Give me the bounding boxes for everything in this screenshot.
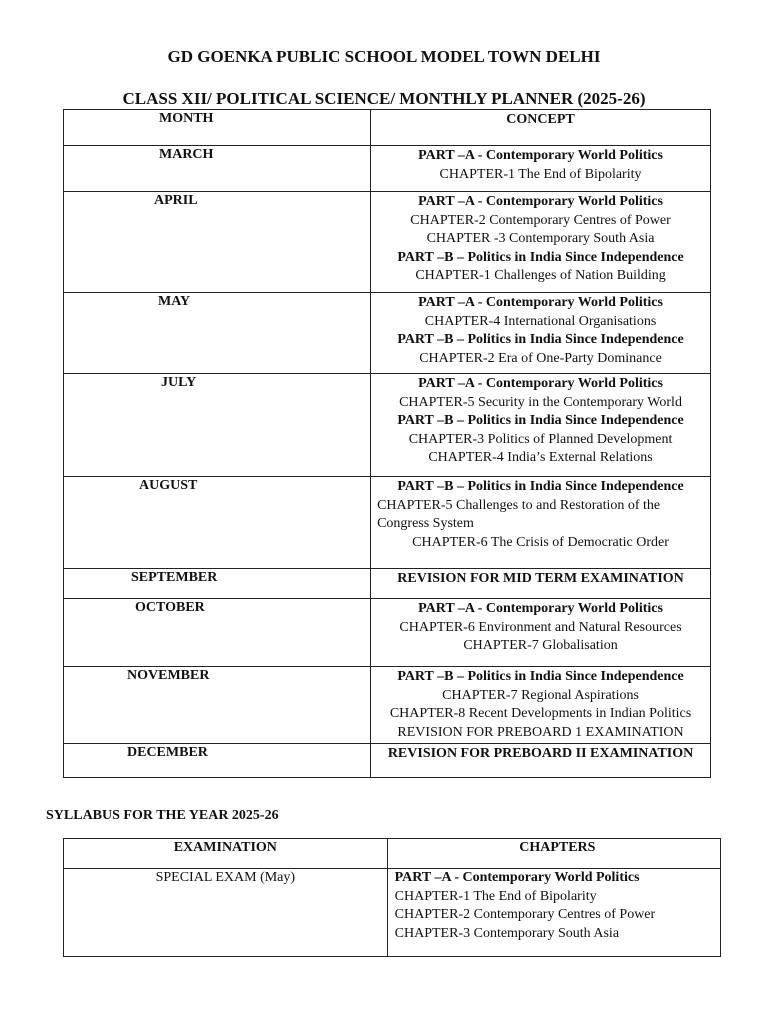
concept-cell (371, 667, 711, 744)
chapter-line: CHAPTER-5 Security in the Contemporary World (399, 394, 682, 410)
month-cell: MARCH (64, 146, 371, 192)
planner-row (64, 192, 711, 293)
concept-cell (371, 569, 711, 599)
chapter-line: CHAPTER-4 India’s External Relations (428, 450, 653, 465)
chapters-column-header: CHAPTERS (387, 839, 720, 869)
month-cell: AUGUST (64, 477, 371, 569)
syllabus-row (64, 869, 721, 957)
month-cell: DECEMBER (64, 744, 371, 778)
part-heading: PART –B – Politics in India Since Independence (397, 479, 684, 494)
chapter-line: REVISION FOR PREBOARD 1 EXAMINATION (397, 724, 684, 740)
concept-cell (371, 477, 711, 569)
chapter-line: CHAPTER-7 Regional Aspirations (442, 687, 639, 703)
chapter-line: CHAPTER-3 Contemporary South Asia (394, 925, 620, 941)
chapter-line: CHAPTER-6 The Crisis of Democratic Order (412, 534, 669, 550)
part-heading: PART –B – Politics in India Since Independence (397, 249, 684, 265)
chapter-line: CHAPTER-2 Era of One-Party Dominance (419, 350, 662, 366)
part-heading: PART –A - Contemporary World Politics (418, 148, 663, 163)
chapter-line: CHAPTER-4 International Organisations (424, 313, 657, 329)
month-cell: JULY (64, 374, 371, 477)
planner-row (64, 744, 711, 778)
month-cell: APRIL (64, 192, 371, 293)
chapter-line: CHAPTER-1 The End of Bipolarity (439, 166, 642, 182)
part-heading: PART –A - Contemporary World Politics (418, 376, 663, 391)
chapter-line: CHAPTER-1 The End of Bipolarity (394, 888, 597, 904)
concept-cell (371, 599, 711, 667)
concept-column-header: CONCEPT (371, 110, 711, 146)
planner-row (64, 293, 711, 374)
chapter-line: CHAPTER-1 Challenges of Nation Building (415, 268, 666, 283)
month-column-header: MONTH (64, 110, 371, 146)
part-heading: PART –B – Politics in India Since Independence (397, 332, 684, 347)
planner-title: CLASS XII/ POLITICAL SCIENCE/ MONTHLY PLANNER (2025-26) (122, 89, 646, 108)
examination-column-header: EXAMINATION (64, 839, 388, 869)
chapter-line: CHAPTER-2 Contemporary Centres of Power (394, 907, 656, 922)
planner-row (64, 569, 711, 599)
concept-cell (371, 192, 711, 293)
part-heading: PART –A - Contemporary World Politics (418, 601, 663, 616)
month-cell: SEPTEMBER (64, 569, 371, 599)
planner-row (64, 374, 711, 477)
part-heading: PART –A - Contemporary World Politics (418, 194, 663, 209)
planner-row (64, 146, 711, 192)
part-heading: REVISION FOR PREBOARD II EXAMINATION (387, 746, 694, 761)
school-name: GD GOENKA PUBLIC SCHOOL MODEL TOWN DELHI (167, 47, 601, 66)
syllabus-table (63, 838, 721, 957)
planner-row (64, 599, 711, 667)
chapters-cell (387, 869, 720, 957)
month-cell: MAY (64, 293, 371, 374)
syllabus-heading: SYLLABUS FOR THE YEAR 2025-26 (46, 808, 279, 823)
planner-header-row (64, 110, 711, 146)
concept-cell (371, 146, 711, 192)
chapter-line: CHAPTER-7 Globalisation (463, 638, 618, 653)
chapter-line: CHAPTER-2 Contemporary Centres of Power (410, 212, 671, 228)
part-heading: PART –A - Contemporary World Politics (394, 870, 640, 885)
chapter-line: CHAPTER-3 Politics of Planned Development (408, 431, 673, 447)
monthly-planner-table (63, 109, 711, 778)
concept-cell (371, 374, 711, 477)
concept-cell (371, 293, 711, 374)
examination-cell: SPECIAL EXAM (May) (64, 869, 388, 957)
part-heading: PART –B – Politics in India Since Independence (397, 669, 684, 684)
part-heading: PART –B – Politics in India Since Independence (397, 413, 684, 428)
part-heading: REVISION FOR MID TERM EXAMINATION (397, 571, 684, 586)
chapter-line: CHAPTER-6 Environment and Natural Resources (399, 619, 682, 635)
month-cell: OCTOBER (64, 599, 371, 667)
planner-row (64, 477, 711, 569)
chapter-line: CHAPTER -3 Contemporary South Asia (426, 231, 655, 246)
part-heading: PART –A - Contemporary World Politics (418, 295, 663, 310)
month-cell: NOVEMBER (64, 667, 371, 744)
concept-cell (371, 744, 711, 778)
chapter-line: CHAPTER-8 Recent Developments in Indian Politics (389, 706, 692, 721)
planner-row (64, 667, 711, 744)
chapter-line: CHAPTER-5 Challenges to and Restoration of the Congress System (377, 497, 661, 531)
syllabus-header-row (64, 839, 721, 869)
